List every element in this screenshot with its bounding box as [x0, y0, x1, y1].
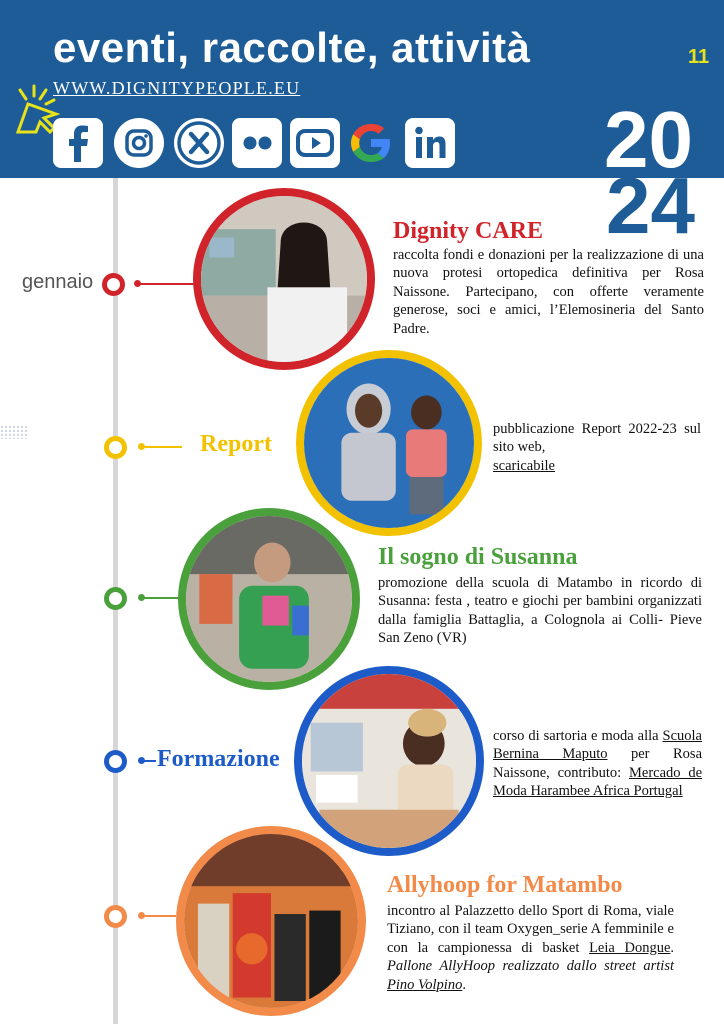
event-text-formazione — [493, 727, 702, 801]
dot-pattern-decoration — [0, 425, 28, 439]
leia-dongue-link[interactable]: Leia Dongue — [589, 939, 671, 956]
connector-dot — [138, 443, 145, 450]
timeline-dot — [102, 273, 125, 296]
event-label-formazione: Formazione — [157, 746, 280, 772]
timeline-dot — [104, 436, 127, 459]
website-link[interactable]: WWW.DIGNITYPEOPLE.EU — [53, 78, 301, 98]
x-icon[interactable] — [174, 118, 224, 168]
event-text-dignity-care: raccolta fondi e donazioni per la realizzazione di una nuova protesi ortopedica definitiva per Rosa Naissone. Partecipano, con offerte veramente generose, soci e amici, l’Elemosineria del Santo Padre. — [393, 247, 704, 337]
pino-volpino-link[interactable]: Pino Volpino — [387, 976, 463, 993]
allyhoop-text: incontro al Palazzetto dello Sport di Roma, viale Tiziano, con il team Oxygen_serie A femminile e con la campionessa di basket — [387, 903, 674, 956]
report-text: pubblicazione Report 2022-23 sul sito web, — [493, 421, 701, 456]
harambee-link[interactable]: Mercado de Moda Harambee Africa Portugal — [493, 764, 703, 800]
year-top: 20 — [604, 95, 693, 184]
event-photo-allyhoop — [176, 826, 366, 1016]
event-text-allyhoop: incontro al Palazzetto dello Sport di Roma, viale Tiziano, con il team Oxygen_serie A femminile e con la campionessa di basket Leia Dongue. Pallone AllyHoop realizzato dallo street artist Pino Volpino. — [387, 903, 675, 993]
instagram-icon[interactable] — [114, 118, 164, 168]
event-title-sogno-susanna: Il sogno di Susanna — [378, 544, 578, 570]
timeline-dot — [104, 587, 127, 610]
event-photo-sogno-susanna — [178, 508, 360, 690]
formazione-text-b: per Rosa Naissone, contributo: — [493, 746, 703, 781]
bernina-link[interactable]: Scuola Bernina Maputo — [493, 728, 702, 763]
cursor-click-icon — [6, 82, 60, 136]
linkedin-icon[interactable] — [405, 118, 455, 168]
timeline-connector — [140, 597, 180, 599]
event-title-dignity-care: Dignity CARE — [393, 218, 544, 244]
event-text-report — [493, 420, 701, 475]
page-title: eventi, raccolte, attività — [53, 24, 531, 71]
allyhoop-italic-text: Pallone AllyHoop realizzato dallo street artist — [387, 958, 674, 975]
google-icon[interactable] — [346, 118, 396, 168]
timeline-connector — [138, 283, 194, 285]
connector-dot — [134, 280, 141, 287]
flickr-icon[interactable] — [232, 118, 282, 168]
download-link[interactable]: scaricabile — [493, 457, 555, 474]
event-photo-dignity-care — [193, 188, 375, 370]
timeline-dot — [104, 905, 127, 928]
event-label-report: Report — [200, 431, 272, 457]
timeline-connector — [140, 915, 176, 917]
event-title-allyhoop: Allyhoop for Matambo — [387, 872, 623, 898]
connector-dot — [138, 757, 145, 764]
year-bottom: 24 — [606, 161, 695, 250]
month-label: gennaio — [22, 271, 94, 293]
facebook-icon[interactable] — [53, 118, 103, 168]
formazione-text-a: corso di sartoria e moda alla — [493, 728, 659, 744]
timeline-connector — [140, 446, 182, 448]
event-photo-formazione — [294, 666, 484, 856]
event-photo-report — [296, 350, 482, 536]
youtube-icon[interactable] — [290, 118, 340, 168]
connector-dot — [138, 912, 145, 919]
connector-dot — [138, 594, 145, 601]
event-text-sogno-susanna: promozione della scuola di Matambo in ricordo di Susanna: festa , teatro e giochi per bambini organizzati dalla famiglia Battaglia, a Colognola ai Colli- Pieve San Zeno (VR) — [378, 575, 702, 647]
page-number: 11 — [688, 46, 710, 68]
timeline-dot — [104, 750, 127, 773]
